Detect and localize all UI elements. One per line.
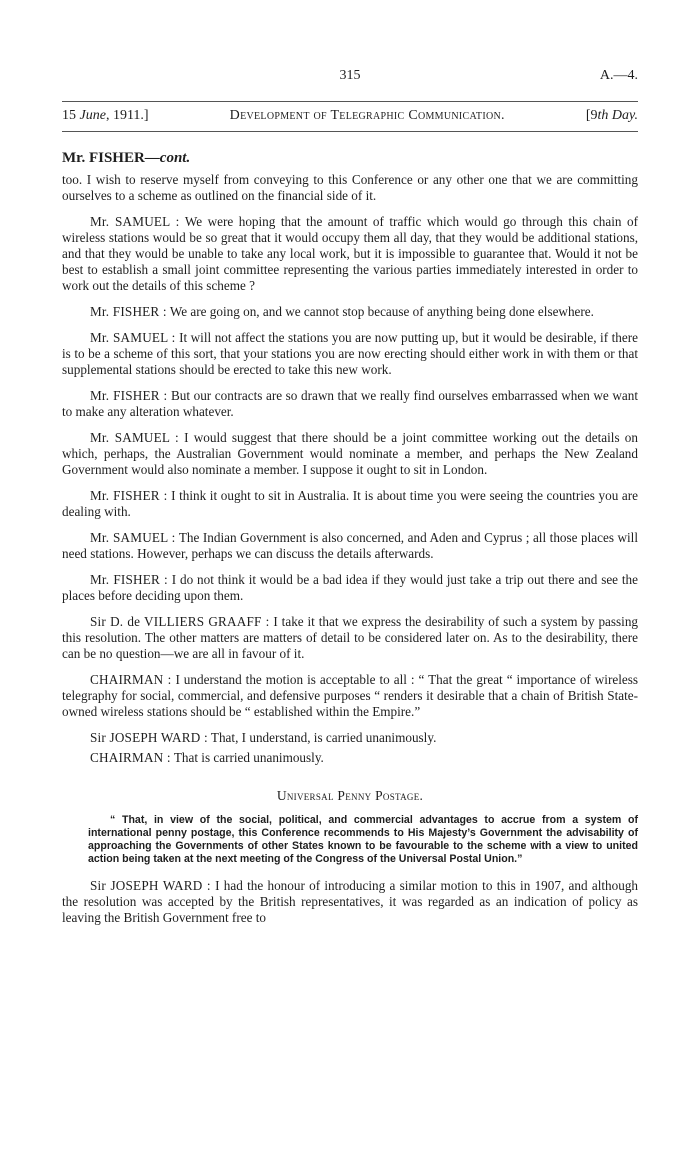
section-title: Universal Penny Postage. bbox=[276, 788, 424, 803]
document-reference: A.—4. bbox=[599, 68, 638, 83]
header-title: Development of Telegraphic Communication. bbox=[229, 108, 505, 123]
paragraph-3: Mr. FISHER : We are going on, and we cannot stop because of anything being done elsewhere. bbox=[90, 304, 594, 319]
resolution-text: “ That, in view of the social, political, and commercial advantages to accrue from a system of international penny postage, this Conference recommends to His Majesty’s Government the advisability of approaching the Governments of other States known to be favourable to the scheme with a view to united action being taken at the next meeting of the Congress of the Universal Postal Union.” bbox=[88, 814, 638, 865]
speaker-name: Mr. FISHER : bbox=[90, 572, 168, 587]
speaker-name: Sir D. de VILLIERS GRAAFF : bbox=[90, 614, 270, 629]
speaker-name: CHAIRMAN : bbox=[90, 750, 171, 765]
paragraph-9: Mr. FISHER : I do not think it would be a bad idea if they would just take a trip out there and see the places before deciding upon them. bbox=[62, 572, 638, 603]
speaker-name: Mr. FISHER : bbox=[90, 488, 168, 503]
final-paragraph: Sir JOSEPH WARD : I had the honour of introducing a similar motion to this in 1907, and although the resolution was accepted by the British representatives, it was regarded as an indication of policy as leaving the British Government free to bbox=[62, 878, 639, 925]
speaker-continued: Mr. FISHER—cont. bbox=[62, 150, 191, 166]
paragraph-10: Sir D. de VILLIERS GRAAFF : I take it that we express the desirability of such a system by passing this resolution. The other matters are matters of detail to be considered later on. As to the desirability, there can be no question—we are all in favour of it. bbox=[62, 614, 639, 661]
page-number: 315 bbox=[339, 68, 361, 83]
paragraph-11: CHAIRMAN : I understand the motion is acceptable to all : “ That the great “ importance of wireless telegraphy for social, commercial, and defensive purposes “ renders it desirable that a chain of British State-owned wireless stations should be “ established within the Empire.” bbox=[62, 672, 639, 719]
paragraph-7: Mr. FISHER : I think it ought to sit in Australia. It is about time you were seeing the countries you are dealing with. bbox=[62, 488, 639, 519]
paragraph-5: Mr. FISHER : But our contracts are so drawn that we really find ourselves embarrassed when we want to make any alteration whatever. bbox=[62, 388, 638, 419]
speaker-name: Mr. SAMUEL : bbox=[90, 530, 176, 545]
running-header bbox=[62, 108, 638, 124]
speaker-name: Mr. FISHER : bbox=[90, 388, 168, 403]
speaker-name: Mr. SAMUEL : bbox=[90, 214, 180, 229]
header-rule-bottom bbox=[62, 131, 638, 132]
speaker-name: Mr. SAMUEL : bbox=[90, 430, 179, 445]
paragraph-1: too. I wish to reserve myself from conveying to this Conference or any other one that we are committing ourselves to a scheme as outlined on the financial side of it. bbox=[62, 172, 638, 203]
speaker-name: Sir JOSEPH WARD : bbox=[90, 878, 211, 893]
paragraph-12: Sir JOSEPH WARD : That, I understand, is carried unanimously. bbox=[90, 730, 437, 745]
paragraph-6: Mr. SAMUEL : I would suggest that there should be a joint committee working out the details on which, perhaps, the Australian Government would nominate a member, and perhaps the New Zealand Government would also nominate a member. I suppose it ought to sit in London. bbox=[62, 430, 638, 477]
speaker-name: Mr. SAMUEL : bbox=[90, 330, 176, 345]
header-date: 15 June, 1911.] bbox=[62, 108, 149, 123]
header-day: [9th Day. bbox=[585, 108, 638, 123]
paragraph-2: Mr. SAMUEL : We were hoping that the amount of traffic which would go through this chain of wireless stations would be so great that it would occupy them all day, that they would be additional stations, and that they would be unable to take any local work, but it is impossible to guarantee that. Would it not be best to establish a small joint committee representing the various parties immediately interested in order to work out the details of this scheme ? bbox=[62, 214, 639, 293]
speaker-name: Mr. FISHER : bbox=[90, 304, 167, 319]
paragraph-13: CHAIRMAN : That is carried unanimously. bbox=[90, 750, 324, 765]
speaker-name: Sir JOSEPH WARD : bbox=[90, 730, 208, 745]
speaker-name: CHAIRMAN : bbox=[90, 672, 172, 687]
paragraph-8: Mr. SAMUEL : The Indian Government is also concerned, and Aden and Cyprus ; all those places will need stations. However, perhaps we can discuss the details afterwards. bbox=[62, 530, 639, 561]
paragraph-4: Mr. SAMUEL : It will not affect the stations you are now putting up, but it would be desirable, if there is to be a scheme of this sort, that your stations you are now erecting should either work in with them or that supplemental stations should be erected to take this new work. bbox=[62, 330, 638, 377]
header-rule-top bbox=[62, 101, 638, 102]
body-text bbox=[62, 172, 638, 936]
